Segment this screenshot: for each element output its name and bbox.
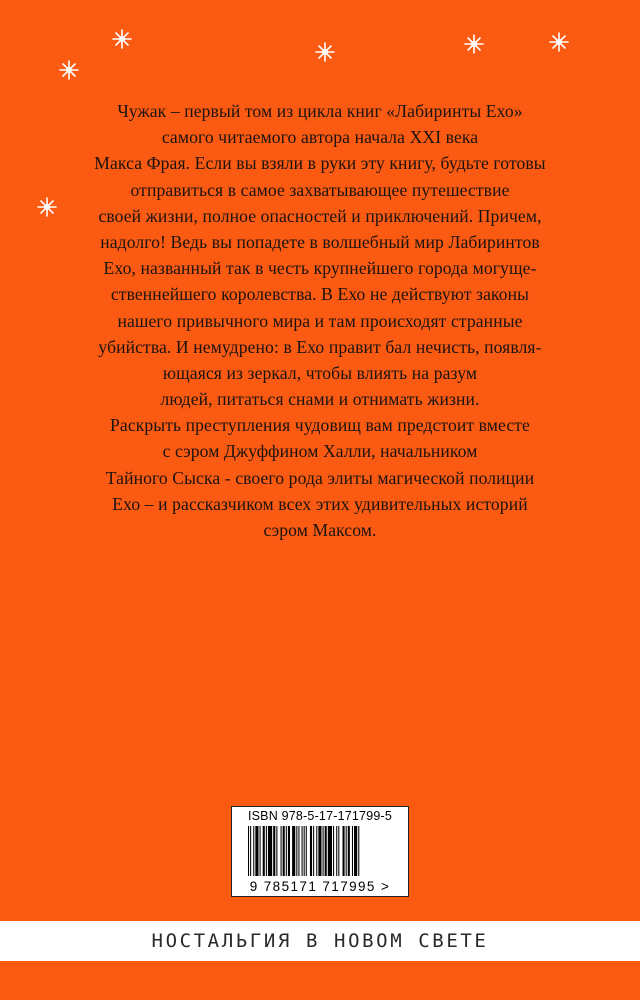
blurb-line: нашего привычного мира и там происходят странные xyxy=(117,310,523,331)
barcode-bar xyxy=(316,826,317,876)
sparkle-star-icon xyxy=(58,59,80,81)
barcode-bar xyxy=(306,826,307,876)
blurb-line: Чужак – первый том из цикла книг «Лабиринты Ехо» xyxy=(117,101,523,121)
barcode-bar xyxy=(292,826,295,876)
barcode-bar xyxy=(260,826,261,876)
barcode-bar xyxy=(346,826,347,876)
barcode-bar xyxy=(296,826,297,876)
barcode-bars xyxy=(236,826,406,878)
isbn-label: ISBN 978-5-17-171799-5 xyxy=(247,809,393,823)
blurb-line: ющаяся из зеркал, чтобы влиять на разум xyxy=(162,362,478,383)
barcode-bar xyxy=(318,826,321,876)
series-title: НОСТАЛЬГИЯ В НОВОМ СВЕТЕ xyxy=(151,930,489,952)
barcode-bar xyxy=(248,826,249,876)
barcode-bar xyxy=(336,826,337,876)
barcode-bar xyxy=(302,826,303,876)
blurb-text xyxy=(40,98,600,543)
blurb-line: надолго! Ведь вы попадете в волшебный мир Лабиринтов xyxy=(100,231,540,252)
blurb-line: отправиться в самое захватывающее путешествие xyxy=(130,179,510,200)
barcode-bar xyxy=(358,826,359,876)
barcode-bar xyxy=(325,826,327,876)
blurb-line: самого читаемого автора начала XXI века xyxy=(161,127,479,148)
series-band xyxy=(0,921,640,961)
barcode-bar xyxy=(333,826,334,876)
barcode-bar xyxy=(268,826,272,876)
barcode-bar xyxy=(273,826,275,876)
sparkle-star-icon xyxy=(111,28,133,50)
barcode-bar xyxy=(255,826,258,876)
barcode-bar xyxy=(281,826,282,876)
barcode-bar xyxy=(286,826,287,876)
barcode-bar xyxy=(266,826,267,876)
sparkle-star-icon xyxy=(314,41,336,63)
barcode-bar xyxy=(298,826,299,876)
blurb-line: своей жизни, полное опасностей и приключений. Причем, xyxy=(98,205,542,226)
blurb-line: Тайного Сыска - своего рода элиты магической полиции xyxy=(105,467,535,488)
barcode-bar xyxy=(323,826,324,876)
sparkle-star-icon xyxy=(548,31,570,53)
barcode-bar xyxy=(310,826,312,876)
blurb-line: Макса Фрая. Если вы взяли в руки эту книгу, будьте готовы xyxy=(94,153,546,174)
barcode-bar xyxy=(276,826,277,876)
blurb-line: Раскрыть преступления чудовищ вам предстоит вместе xyxy=(110,415,530,436)
barcode-bar xyxy=(304,826,305,876)
sparkle-star-icon xyxy=(463,33,485,55)
barcode-bar xyxy=(338,826,339,876)
barcode-bar xyxy=(283,826,285,876)
blurb-line: убийства. И немудрено: в Ехо правит бал нечисть, появля- xyxy=(98,336,542,357)
barcode-bar xyxy=(288,826,290,876)
barcode-bar xyxy=(313,826,314,876)
barcode-bar xyxy=(348,826,350,876)
isbn-barcode xyxy=(231,806,409,897)
blurb-line: с сэром Джуффином Халли, начальником xyxy=(162,441,478,462)
blurb-line: Ехо – и рассказчиком всех этих удивительных историй xyxy=(112,493,528,514)
barcode-bar xyxy=(352,826,353,876)
barcode-digits: 9 785171 717995 > xyxy=(249,879,391,894)
blurb-line: ственнейшего королевства. В Ехо не действуют законы xyxy=(110,284,530,305)
blurb-line: Ехо, названный так в честь крупнейшего города могуще- xyxy=(103,258,537,279)
barcode-bar xyxy=(343,826,345,876)
barcode-bar xyxy=(263,826,265,876)
barcode-bar xyxy=(253,826,254,876)
blurb-line: людей, питаться снами и отнимать жизни. xyxy=(160,389,480,410)
barcode-bar xyxy=(328,826,332,876)
blurb-line: сэром Максом. xyxy=(263,520,377,540)
barcode-bar xyxy=(250,826,251,876)
barcode-bar xyxy=(354,826,357,876)
